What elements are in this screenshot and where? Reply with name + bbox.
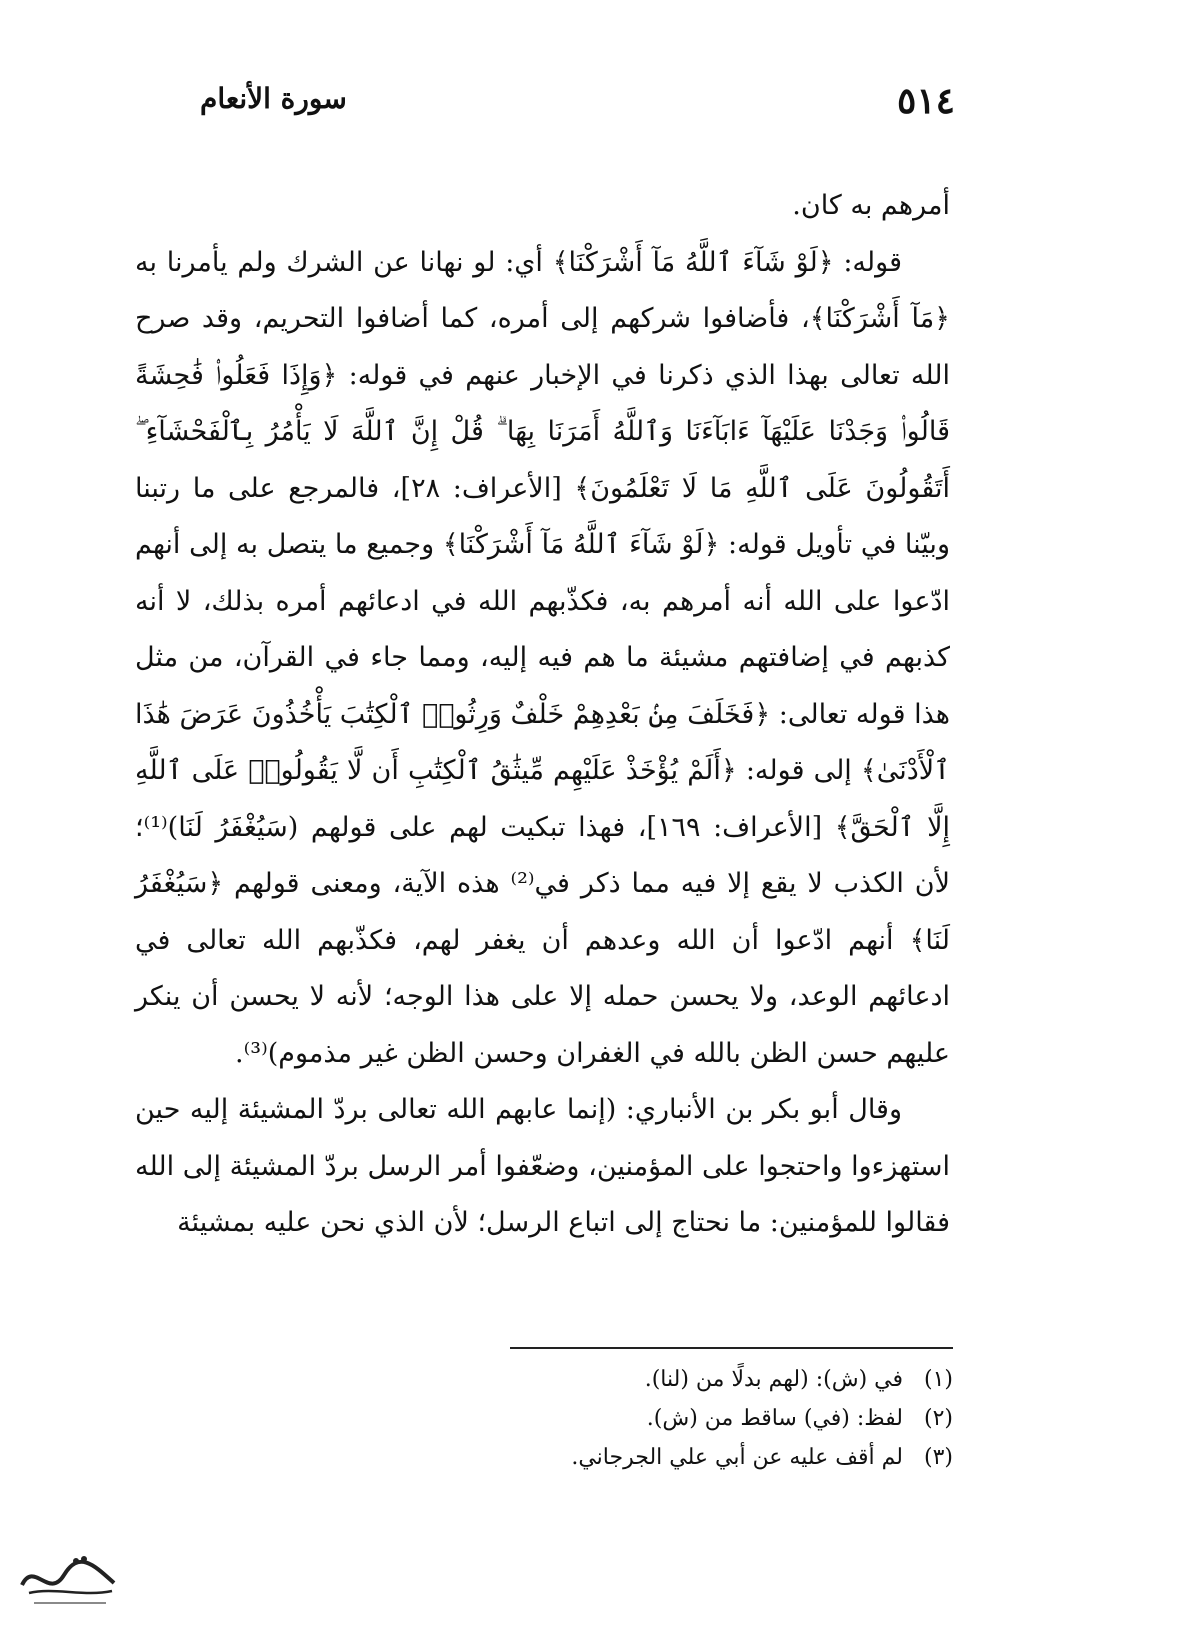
footnote-separator	[510, 1347, 953, 1349]
footnote-text: لم أقف عليه عن أبي علي الجرجاني.	[571, 1445, 903, 1470]
page-number: ٥١٤	[896, 80, 955, 122]
paragraph: قوله: ﴿لَوْ شَآءَ ٱللَّهُ مَآ أَشْرَكْنَا﴾ أي: لو نهانا عن الشرك ولم يأمرنا به ﴿مَآ أَشْرَكْنَا﴾، فأضافوا شركهم إلى أمره، كما أضافوا التحريم، وقد صرح الله تعالى بهذا الذي ذكرنا في الإخبار عنهم في قوله: ﴿وَإِذَا فَعَلُوا۟ فَٰحِشَةً قَالُوا۟ وَجَدْنَا عَلَيْهَآ ءَابَآءَنَا وَٱللَّهُ أَمَرَنَا بِهَا ۗ قُلْ إِنَّ ٱللَّهَ لَا يَأْمُرُ بِٱلْفَحْشَآءِ ۖ أَتَقُولُونَ عَلَى ٱللَّهِ مَا لَا تَعْلَمُونَ﴾ [الأعراف: ٢٨]، فالمرجع على ما رتبنا وبيّنا في تأويل قوله: ﴿لَوْ شَآءَ ٱللَّهُ مَآ أَشْرَكْنَا﴾ وجميع ما يتصل به إلى أنهم ادّعوا على الله أنه أمرهم به، فكذّبهم الله في ادعائهم أمره بذلك، لا أنه كذبهم في إضافتهم مشيئة ما هم فيه إليه، ومما جاء في القرآن، من مثل هذا قوله تعالى: ﴿فَخَلَفَ مِنۢ بَعْدِهِمْ خَلْفٌ وَرِثُوا۟ ٱلْكِتَٰبَ يَأْخُذُونَ عَرَضَ هَٰذَا ٱلْأَدْنَىٰ﴾ إلى قوله: ﴿أَلَمْ يُؤْخَذْ عَلَيْهِم مِّيثَٰقُ ٱلْكِتَٰبِ أَن لَّا يَقُولُوا۟ عَلَى ٱللَّهِ إِلَّا ٱلْحَقَّ﴾ [الأعراف: ١٦٩]، فهذا تبكيت لهم على قولهم (سَيُغْفَرُ لَنَا)⁽¹⁾؛ لأن الكذب لا يقع إلا فيه مما ذكر في⁽²⁾ هذه الآية، ومعنى قولهم ﴿سَيُغْفَرُ لَنَا﴾ أنهم ادّعوا أن الله وعدهم أن يغفر لهم، فكذّبهم الله تعالى في ادعائهم الوعد، ولا يحسن حمله إلا على هذا الوجه؛ لأنه لا يحسن أن ينكر عليهم حسن الظن بالله في الغفران وحسن الظن غير مذموم)⁽³⁾.	[135, 246, 950, 1069]
footnote	[253, 1399, 953, 1438]
footnote	[253, 1438, 953, 1477]
footnote-text: لفظ: (في) ساقط من (ش).	[646, 1406, 903, 1431]
footnote-number: (٢)	[923, 1406, 953, 1431]
publisher-logo	[14, 1545, 124, 1615]
paragraph: أمرهم به كان.	[792, 190, 950, 221]
paragraph: وقال أبو بكر بن الأنباري: (إنما عابهم الله تعالى بردّ المشيئة إليه حين استهزءوا واحتجوا على المؤمنين، وضعّفوا أمر الرسل بردّ المشيئة إلى الله فقالوا للمؤمنين: ما نحتاج إلى اتباع الرسل؛ لأن الذي نحن عليه بمشيئة	[135, 1094, 950, 1238]
page-header	[200, 80, 955, 130]
body-text	[135, 178, 950, 1252]
footnote-text: في (ش): (لهم بدلًا من (لنا).	[644, 1367, 903, 1392]
footnote-number: (٣)	[923, 1445, 953, 1470]
footnote-number: (١)	[923, 1367, 953, 1392]
surah-title: سورة الأنعام	[200, 82, 347, 115]
footnote	[253, 1360, 953, 1399]
footnotes	[253, 1360, 953, 1477]
